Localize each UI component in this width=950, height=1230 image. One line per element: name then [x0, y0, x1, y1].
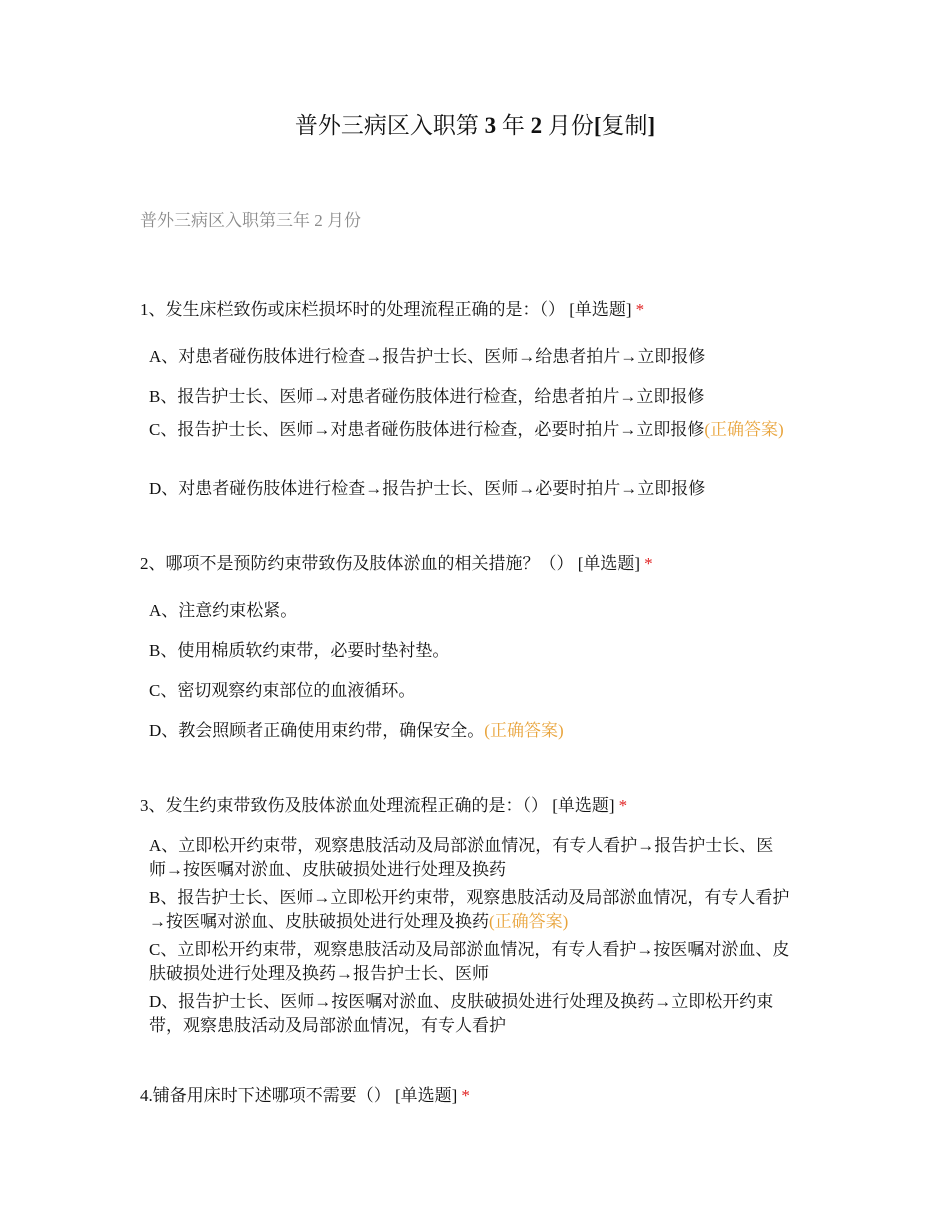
- option-text: D、教会照顾者正确使用束约带，确保安全。: [149, 721, 485, 740]
- option-text: D、报告护士长、医师→按医嘱对淤血、皮肤破损处进行处理及换药→立即松开约束带，观察患肢活动及局部淤血情况，有专人看护: [149, 992, 774, 1035]
- question-3-option-b[interactable]: [149, 886, 805, 934]
- question-type-badge: [单选题]: [569, 300, 632, 319]
- question-3: [140, 793, 627, 819]
- question-text: 2、哪项不是预防约束带致伤及肢体淤血的相关措施？（）: [140, 554, 574, 573]
- question-1-option-c[interactable]: [149, 418, 805, 442]
- question-1-option-d[interactable]: [149, 477, 805, 501]
- question-type-badge: [单选题]: [395, 1086, 458, 1105]
- required-marker: *: [461, 1086, 470, 1105]
- question-1-option-b[interactable]: [149, 385, 805, 409]
- required-marker: *: [635, 300, 645, 319]
- title-prefix: 普外三病区入职第: [294, 113, 479, 138]
- question-3-option-a[interactable]: [149, 834, 789, 882]
- option-text: A、注意约束松紧。: [149, 601, 298, 620]
- page-title: [0, 110, 950, 142]
- correct-answer-label: (正确答案): [484, 721, 564, 740]
- option-text: B、使用棉质软约束带，必要时垫衬垫。: [149, 641, 450, 660]
- option-text: C、密切观察约束部位的血液循环。: [149, 681, 416, 700]
- title-bracket-close: ]: [647, 113, 656, 138]
- question-3-option-c[interactable]: [149, 938, 805, 986]
- question-2: [140, 551, 653, 577]
- title-month-number: 2: [530, 113, 543, 138]
- question-4: [140, 1083, 470, 1109]
- title-suffix: 月份[复制]: [547, 113, 656, 138]
- option-text: B、报告护士长、医师→立即松开约束带，观察患肢活动及局部淤血情况，有专人看护→按医嘱对淤血、皮肤破损处进行处理及换药: [149, 888, 790, 931]
- title-year-number: 3: [484, 113, 497, 138]
- question-1: [140, 297, 644, 323]
- question-text: 1、发生床栏致伤或床栏损坏时的处理流程正确的是：（）: [140, 300, 565, 319]
- page-subtitle: 普外三病区入职第三年 2 月份: [140, 211, 361, 230]
- question-type-badge: [单选题]: [552, 796, 615, 815]
- option-text: A、对患者碰伤肢体进行检查→报告护士长、医师→给患者拍片→立即报修: [149, 347, 706, 366]
- required-marker: *: [644, 554, 653, 573]
- option-text: C、报告护士长、医师→对患者碰伤肢体进行检查，必要时拍片→立即报修: [149, 420, 705, 439]
- question-3-option-d[interactable]: [149, 990, 805, 1038]
- question-text: 3、发生约束带致伤及肢体淤血处理流程正确的是：（）: [140, 796, 548, 815]
- title-bracket-open: [: [593, 113, 602, 138]
- question-2-option-a[interactable]: [149, 599, 805, 623]
- option-text: D、对患者碰伤肢体进行检查→报告护士长、医师→必要时拍片→立即报修: [149, 479, 706, 498]
- title-copy-label: 复制: [601, 113, 648, 138]
- correct-answer-label: (正确答案): [704, 420, 784, 439]
- option-text: C、立即松开约束带，观察患肢活动及局部淤血情况，有专人看护→按医嘱对淤血、皮肤破损处进行处理及换药→报告护士长、医师: [149, 940, 790, 983]
- question-text: 4.铺备用床时下述哪项不需要（）: [140, 1086, 391, 1105]
- required-marker: *: [618, 796, 628, 815]
- question-type-badge: [单选题]: [577, 554, 641, 573]
- question-1-option-a[interactable]: [149, 345, 805, 369]
- question-2-option-b[interactable]: [149, 639, 805, 663]
- option-text: A、立即松开约束带，观察患肢活动及局部淤血情况，有专人看护→报告护士长、医师→按医嘱对淤血、皮肤破损处进行处理及换药: [149, 836, 774, 879]
- question-2-option-d[interactable]: [149, 719, 805, 743]
- correct-answer-label: (正确答案): [489, 912, 569, 931]
- title-year-label: 年: [501, 113, 525, 138]
- option-text: B、报告护士长、医师→对患者碰伤肢体进行检查，给患者拍片→立即报修: [149, 387, 705, 406]
- question-2-option-c[interactable]: [149, 679, 805, 703]
